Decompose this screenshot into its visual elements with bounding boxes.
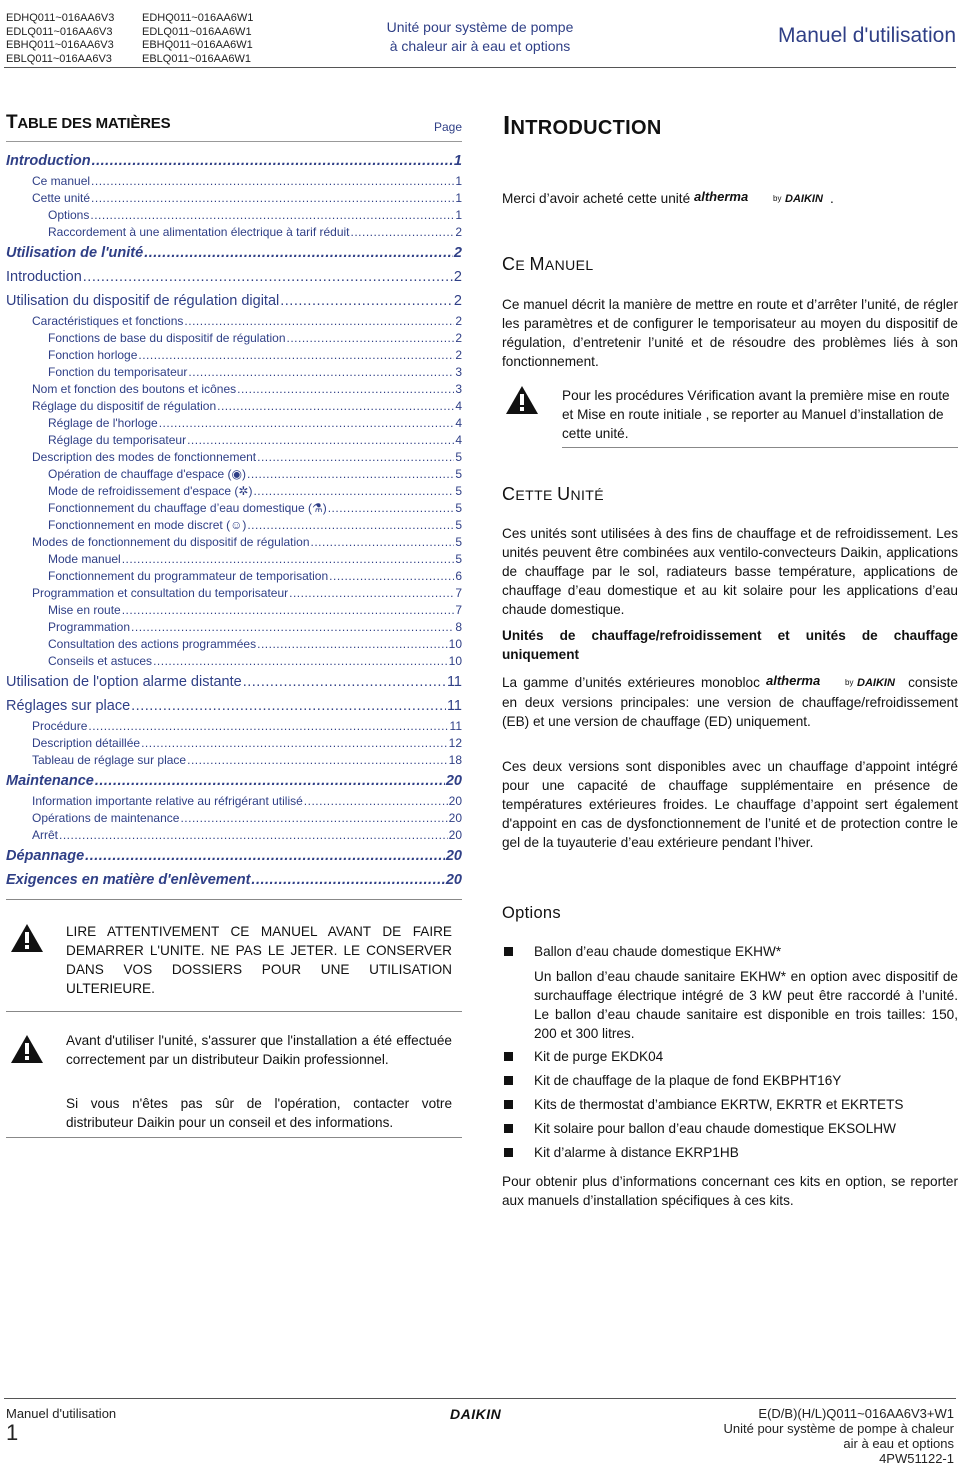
- intro-heading-rest: NTRODUCTION: [510, 117, 662, 139]
- model-line: EDHQ011~016AA6V3: [6, 12, 115, 24]
- ce-manuel-rest: ANUEL: [544, 257, 594, 273]
- toc-entry[interactable]: [6, 670, 462, 694]
- bullet: [504, 1148, 513, 1157]
- toc-entry-page: 7: [455, 586, 462, 600]
- toc-entry-page: 6: [455, 569, 462, 583]
- logo-by: by: [772, 193, 782, 203]
- toc-entry-label: Consultation des actions programmées: [48, 637, 257, 651]
- toc-entry-page: 3: [455, 382, 462, 396]
- toc-leader-dots: [184, 313, 454, 330]
- footer-doc-title: Manuel d'utilisation: [6, 1406, 117, 1421]
- logo-word: altherma: [766, 673, 821, 688]
- toc-entry-label: Mise en route: [48, 603, 121, 617]
- toc-entry[interactable]: [6, 381, 462, 398]
- toc-entry-page: 18: [448, 753, 462, 767]
- warning-icon: [10, 923, 44, 958]
- toc-entry[interactable]: [6, 500, 462, 517]
- model-line: EDLQ011~016AA6W1: [142, 25, 252, 38]
- toc-entry-page: 20: [448, 828, 462, 842]
- intro-heading-initial: I: [503, 110, 511, 140]
- toc-leader-dots: [253, 483, 454, 500]
- toc-entry-label: Réglage du dispositif de régulation: [32, 399, 217, 413]
- toc-entry-label: Utilisation de l'unité: [6, 245, 144, 261]
- range-prefix: La gamme d’unités extérieures monobloc: [502, 675, 760, 690]
- toc-entry[interactable]: [6, 330, 462, 347]
- logo-word: altherma: [693, 189, 749, 204]
- toc-entry[interactable]: [6, 364, 462, 381]
- footer-page-number: 1: [6, 1420, 19, 1445]
- toc-entry[interactable]: [6, 466, 462, 483]
- toc-leader-dots: [304, 793, 448, 810]
- toc-entry-label: Nom et fonction des boutons et icônes: [32, 382, 237, 396]
- toc-leader-dots: [138, 347, 454, 364]
- toc-leader-dots: [131, 619, 454, 636]
- toc-entry-page: 11: [446, 674, 462, 690]
- range-rest: consiste en deux versions principales: une version de chauffage/refroidissement (EB) et une version de chauffage (ED) uniquement.: [502, 675, 958, 729]
- option-item: Kit de purge EKDK04: [534, 1049, 664, 1064]
- toc-entry-label: Opérations de maintenance: [32, 811, 180, 825]
- toc-entry[interactable]: [6, 398, 462, 415]
- toc-entry-label: Arrêt: [32, 828, 59, 842]
- toc-entry-page: 5: [455, 501, 462, 515]
- option-item-detail: Un ballon d’eau chaude sanitaire EKHW* en option avec dispositif de surchauffage électrique intégré de 3 kW peut être raccordé à l’unité. Le ballon d’eau chaude sanitaire est disponible en trois tailles: 150, 200 et 300 litres.: [534, 969, 958, 1041]
- altherma-logo: [766, 674, 902, 693]
- toc-entry-label: Utilisation du dispositif de régulation digital: [6, 293, 280, 309]
- header-product-title: [340, 18, 620, 56]
- toc-leader-dots: [59, 827, 448, 844]
- toc-entry-label: Procédure: [32, 719, 88, 733]
- toc-entry[interactable]: [6, 483, 462, 500]
- toc-entry-page: 4: [455, 416, 462, 430]
- toc-leader-dots: [141, 735, 448, 752]
- toc-leader-dots: [257, 449, 454, 466]
- toc-entry-page: 11: [446, 698, 462, 714]
- ce-manuel-initial: C: [502, 254, 516, 274]
- toc-entry-label: Réglage de l'horloge: [48, 416, 158, 430]
- toc-entry[interactable]: [6, 415, 462, 432]
- toc-entry[interactable]: [6, 568, 462, 585]
- toc-title: [6, 112, 170, 134]
- toc-entry-page: 12: [448, 736, 462, 750]
- toc-leader-dots: [180, 810, 447, 827]
- toc-entry-page: 20: [448, 811, 462, 825]
- toc-entry-page: 2: [453, 293, 462, 309]
- model-line: EBHQ011~016AA6V3: [6, 39, 114, 51]
- toc-entry[interactable]: [6, 694, 462, 718]
- toc-leader-dots: [243, 670, 446, 694]
- toc-entry-label: Description détaillée: [32, 736, 141, 750]
- toc-entry-label: Réglage du temporisateur: [48, 433, 187, 447]
- toc-entry-label: Fonctionnement du programmateur de temporisation: [48, 569, 329, 583]
- intro-heading: [503, 110, 662, 141]
- toc-entry[interactable]: [6, 653, 462, 670]
- toc-entry-label: Raccordement à une alimentation électrique à tarif réduit: [48, 225, 350, 239]
- footer-divider: [4, 1398, 956, 1399]
- toc-entry-label: Utilisation de l'option alarme distante: [6, 674, 242, 690]
- toc-entry-page: 1: [455, 208, 462, 222]
- footer-doc-info: [723, 1406, 954, 1466]
- header-models-mid: [142, 12, 253, 66]
- cette-unite-u: U: [557, 484, 571, 504]
- toc-entry-page: 8: [455, 620, 462, 634]
- toc-entry[interactable]: [6, 793, 462, 810]
- logo-by: by: [845, 677, 854, 687]
- toc-leader-dots: [92, 149, 453, 173]
- toc-leader-dots: [88, 718, 448, 735]
- versions-text: Ces deux versions sont disponibles avec un chauffage d’appoint intégré pour une capacité de chauffage supplémentaire en présence de températures extérieures froides. Le chauffage d’appoint sert également d'appoint en cas de dysfonctionnement de l’unité et de protection contre le gel de la tuyauterie d’eau extérieure pendant l’hiver.: [502, 759, 958, 850]
- bullet: [504, 1124, 513, 1133]
- toc-entry-label: Caractéristiques et fonctions: [32, 314, 184, 328]
- toc-entry-page: 1: [453, 153, 462, 169]
- option-item: Ballon d’eau chaude domestique EKHW*: [534, 944, 782, 959]
- toc-entry[interactable]: [6, 619, 462, 636]
- daikin-logo: [450, 1406, 520, 1427]
- model-line: EDHQ011~016AA6W1: [142, 12, 254, 24]
- bullet: [504, 947, 513, 956]
- header-product-line2: à chaleur air à eau et options: [389, 38, 571, 54]
- toc-entry-page: 5: [455, 552, 462, 566]
- toc-entry-label: Fonction du temporisateur: [48, 365, 188, 379]
- toc-entry[interactable]: [6, 517, 462, 534]
- warning-installation: Avant d'utiliser l'unité, s'assurer que l'installation a été effectuée correctement par un distributeur Daikin professionnel.: [66, 1033, 452, 1067]
- toc-entry[interactable]: [6, 844, 462, 868]
- option-item: Kits de thermostat d’ambiance EKRTW, EKRTR et EKRTETS: [534, 1097, 904, 1112]
- footer-model: E(D/B)(H/L)Q011~016AA6V3+W1: [758, 1406, 954, 1421]
- toc-entry[interactable]: [6, 810, 462, 827]
- toc-leader-dots: [187, 752, 448, 769]
- toc-entry-label: Dépannage: [6, 848, 85, 864]
- header-divider: [4, 67, 956, 68]
- toc-entry-label: Programmation et consultation du temporisateur: [32, 586, 289, 600]
- toc-entry-page: 3: [455, 365, 462, 379]
- toc-entry-page: 5: [455, 484, 462, 498]
- toc-entry-label: Fonction horloge: [48, 348, 138, 362]
- toc-entry-page: 2: [455, 348, 462, 362]
- model-line: EDLQ011~016AA6V3: [6, 25, 113, 38]
- cette-unite-mid: ETTE: [515, 487, 558, 503]
- toc-entry-label: Fonctions de base du dispositif de régulation: [48, 331, 286, 345]
- toc-entry-page: 2: [455, 225, 462, 239]
- toc-entry-page: 20: [445, 848, 462, 864]
- toc-entry-page: 1: [455, 174, 462, 188]
- cette-unite-text: Ces unités sont utilisées à des fins de chauffage et de refroidissement. Les unités peuvent être combinées aux ventilo-convecteurs Daikin, applications de chauffage par le sol, radiateurs basse température, applications de chauffage d’eau domestique et au kit solaire pour les applications d’eau chaude domestique.: [502, 526, 958, 617]
- cette-unite-heading: [502, 484, 604, 505]
- ce-manuel-warning: Pour les procédures Vérification avant la première mise en route et Mise en route initiale , se reporter au Manuel d’installation de cette unité.: [562, 388, 950, 441]
- footer-product-line1: Unité pour système de pompe à chaleur: [723, 1421, 954, 1436]
- footer-doc-number: 4PW51122-1: [879, 1451, 954, 1466]
- toc-leader-dots: [287, 330, 455, 347]
- ce-manuel-text: Ce manuel décrit la manière de mettre en route et d’arrêter l’unité, de régler les paramètres et de configurer le temporisateur au moyen du dispositif de régulation, d’entretenir l’unité et de résoudre des problèmes liés à son fonctionnement.: [502, 297, 958, 369]
- toc-leader-dots: [311, 534, 455, 551]
- toc-entry-page: 10: [448, 654, 462, 668]
- option-item: Kit solaire pour ballon d’eau chaude domestique EKSOLHW: [534, 1121, 896, 1136]
- toc-leader-dots: [188, 364, 454, 381]
- option-item: Kit d’alarme à distance EKRP1HB: [534, 1145, 739, 1160]
- toc-leader-dots: [257, 636, 448, 653]
- toc-entry-label: Programmation: [48, 620, 131, 634]
- ce-manuel-heading: [502, 254, 594, 275]
- toc-entry-label: Conseils et astuces: [48, 654, 153, 668]
- toc-title-initial: T: [6, 112, 18, 133]
- toc-entry[interactable]: [6, 735, 462, 752]
- bullet: [504, 1052, 513, 1061]
- toc-leader-dots: [247, 466, 454, 483]
- toc-entry-label: Options: [48, 208, 90, 222]
- toc-entry-label: Modes de fonctionnement du dispositif de régulation: [32, 535, 310, 549]
- toc-entry-label: Introduction: [6, 153, 91, 169]
- toc-entry[interactable]: [6, 602, 462, 619]
- toc-entry-page: 1: [455, 191, 462, 205]
- toc-entry-page: 7: [455, 603, 462, 617]
- altherma-logo: [694, 190, 830, 209]
- toc-entry[interactable]: [6, 149, 462, 173]
- warning-icon: [10, 1034, 44, 1069]
- toc-leader-dots: [95, 769, 445, 793]
- toc-entry-page: 5: [455, 535, 462, 549]
- intro-thanks-text: Merci d’avoir acheté cette unité: [502, 191, 691, 206]
- units-heading: Unités de chauffage/refroidissement et unités de chauffage uniquement: [502, 628, 958, 662]
- toc-divider: [6, 141, 462, 142]
- header-product-line1: Unité pour système de pompe: [386, 19, 574, 35]
- options-heading: Options: [502, 904, 561, 922]
- toc-entry-page: 10: [448, 637, 462, 651]
- toc-entry[interactable]: [6, 207, 462, 224]
- toc-leader-dots: [83, 265, 453, 289]
- toc-entry[interactable]: [6, 173, 462, 190]
- header-doc-title: Manuel d'utilisation: [778, 24, 956, 47]
- toc-leader-dots: [329, 568, 454, 585]
- toc-leader-dots: [144, 241, 453, 265]
- intro-thanks: [502, 189, 958, 209]
- toc-page-label: Page: [434, 120, 463, 134]
- logo-brand: DAIKIN: [857, 676, 895, 688]
- logo-brand: DAIKIN: [784, 192, 823, 204]
- toc-entry-label: Introduction: [6, 269, 82, 285]
- toc-entry-label: Fonctionnement en mode discret (☺): [48, 518, 247, 532]
- toc-leader-dots: [153, 653, 448, 670]
- intro-thanks-end: .: [829, 191, 834, 206]
- toc-entry-label: Description des modes de fonctionnement: [32, 450, 257, 464]
- toc-entry-label: Mode de refroidissement d'espace (✲): [48, 484, 253, 498]
- toc-entry[interactable]: [6, 224, 462, 241]
- toc-entry-label: Réglages sur place: [6, 698, 131, 714]
- toc-entry-page: 5: [455, 518, 462, 532]
- toc-entry-page: 5: [455, 450, 462, 464]
- footer-product-line2: air à eau et options: [843, 1436, 954, 1451]
- toc-entry[interactable]: [6, 752, 462, 769]
- toc-leader-dots: [91, 190, 454, 207]
- toc-entry[interactable]: [6, 769, 462, 793]
- toc-leader-dots: [122, 551, 455, 568]
- toc-entry-label: Information importante relative au réfrigérant utilisé: [32, 794, 303, 808]
- toc-entry-label: Mode manuel: [48, 552, 121, 566]
- toc-leader-dots: [131, 694, 446, 718]
- toc-entry-page: 2: [453, 245, 462, 261]
- toc-entry-page: 2: [455, 314, 462, 328]
- toc-entry-page: 20: [448, 794, 462, 808]
- toc-leader-dots: [328, 500, 455, 517]
- toc-leader-dots: [122, 602, 455, 619]
- toc-entry-page: 2: [455, 331, 462, 345]
- cette-unite-rest: NITÉ: [570, 487, 604, 503]
- toc-entry-page: 11: [449, 719, 462, 733]
- option-item: Kit de chauffage de la plaque de fond EKBPHT16Y: [534, 1073, 842, 1088]
- toc-entry-page: 20: [445, 773, 462, 789]
- toc-entry[interactable]: [6, 313, 462, 330]
- toc-entry[interactable]: [6, 347, 462, 364]
- toc-entry[interactable]: [6, 534, 462, 551]
- warning-icon: [505, 385, 539, 420]
- range-text: [502, 673, 958, 731]
- toc-leader-dots: [251, 868, 444, 892]
- cette-unite-initial: C: [502, 484, 516, 504]
- toc-entry[interactable]: [6, 551, 462, 568]
- toc-leader-dots: [217, 398, 454, 415]
- toc-entry-page: 5: [455, 467, 462, 481]
- ce-manuel-mid: E: [515, 257, 530, 273]
- toc-leader-dots: [90, 207, 454, 224]
- warning-divider-mid: [6, 1011, 462, 1012]
- toc-leader-dots: [247, 517, 454, 534]
- toc-leader-dots: [85, 844, 445, 868]
- toc-leader-dots: [91, 173, 454, 190]
- toc-leader-dots: [187, 432, 454, 449]
- toc-entry[interactable]: [6, 190, 462, 207]
- toc-entry-page: 2: [453, 269, 462, 285]
- toc-entry[interactable]: [6, 636, 462, 653]
- toc-leader-dots: [237, 381, 454, 398]
- warning-read-manual: LIRE ATTENTIVEMENT CE MANUEL AVANT DE FAIRE DEMARRER L'UNITE. NE PAS LE JETER. LE CONSERVER DANS VOS DOSSIERS POUR UNE UTILISATION ULTERIEURE.: [66, 924, 452, 996]
- toc-entry[interactable]: [6, 432, 462, 449]
- table-of-contents: [6, 149, 462, 892]
- toc-leader-dots: [289, 585, 454, 602]
- toc-entry-page: 20: [445, 872, 462, 888]
- toc-leader-dots: [351, 224, 455, 241]
- model-line: EBLQ011~016AA6W1: [142, 52, 251, 65]
- toc-entry[interactable]: [6, 241, 462, 265]
- toc-entry[interactable]: [6, 265, 462, 289]
- toc-entry[interactable]: [6, 585, 462, 602]
- toc-leader-dots: [159, 415, 455, 432]
- warning-contact: Si vous n'êtes pas sûr de l'opération, contacter votre distributeur Daikin pour un conseil et des informations.: [66, 1096, 452, 1130]
- model-line: EBHQ011~016AA6W1: [142, 39, 253, 51]
- warning-underline: [562, 447, 958, 448]
- toc-entry[interactable]: [6, 289, 462, 313]
- toc-title-rest: ABLE DES MATIÈRES: [17, 115, 171, 132]
- toc-entry-label: Ce manuel: [32, 174, 91, 188]
- toc-entry[interactable]: [6, 827, 462, 844]
- toc-entry[interactable]: [6, 868, 462, 892]
- bullet: [504, 1100, 513, 1109]
- toc-entry[interactable]: [6, 718, 462, 735]
- model-line: EBLQ011~016AA6V3: [6, 52, 112, 65]
- toc-entry-label: Cette unité: [32, 191, 91, 205]
- toc-entry-page: 4: [455, 399, 462, 413]
- header-models-left: [6, 12, 114, 66]
- warning-divider-bottom: [6, 1137, 462, 1138]
- toc-entry-label: Opération de chauffage d'espace (◉): [48, 467, 246, 481]
- ce-manuel-m: M: [529, 254, 545, 274]
- toc-entry-page: 4: [455, 433, 462, 447]
- warning-divider-top: [6, 899, 462, 900]
- bullet: [504, 1076, 513, 1085]
- toc-entry-label: Exigences en matière d'enlèvement: [6, 872, 251, 888]
- toc-entry-label: Fonctionnement du chauffage d’eau domestique (⚗): [48, 501, 327, 515]
- toc-entry[interactable]: [6, 449, 462, 466]
- options-closing: Pour obtenir plus d’informations concernant ces kits en option, se reporter aux manuels d’installation spécifiques à ces kits.: [502, 1174, 958, 1208]
- toc-entry-label: Tableau de réglage sur place: [32, 753, 187, 767]
- toc-leader-dots: [280, 289, 453, 313]
- toc-entry-label: Maintenance: [6, 773, 94, 789]
- daikin-logo-text: DAIKIN: [450, 1406, 502, 1422]
